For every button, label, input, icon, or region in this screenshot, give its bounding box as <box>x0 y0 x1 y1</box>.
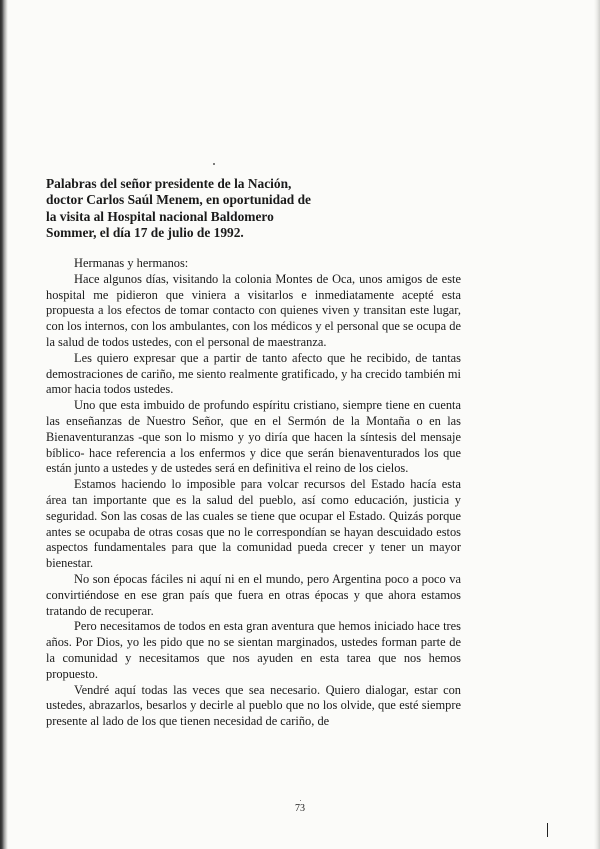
salutation: Hermanas y hermanos: <box>74 256 189 270</box>
heading-line: doctor Carlos Saúl Menem, en oportunidad de <box>46 192 311 208</box>
body-paragraph: Vendré aquí todas las veces que sea necesario. Quiero dialogar, estar con ustedes, abrazarlos, besarlos y decirle al pueblo que no los olvide, que esté siempre presente al lado de los que tienen necesidad de cariño, de <box>46 682 461 729</box>
scan-margin-mark <box>547 823 548 837</box>
scan-speck <box>213 163 215 165</box>
speech-body <box>46 256 461 730</box>
heading-line: Sommer, el día 17 de julio de 1992. <box>46 225 244 241</box>
body-paragraph: Estamos haciendo lo imposible para volcar recursos del Estado hacía esta área tan importante que es la salud del pueblo, así como educación, justicia y seguridad. Son las cosas de las cuales se tiene que ocupar el Estado. Quizás porque antes se ocupaba de otras cosas que no le correspondían se hayan descuidado estos aspectos fundamentales para que la comunidad pueda crecer y tener un mayor bienestar. <box>46 477 461 571</box>
heading-line: Palabras del señor presidente de la Nación, <box>46 176 292 191</box>
body-paragraph: Les quiero expresar que a partir de tanto afecto que he recibido, de tantas demostraciones de cariño, me siento realmente gratificado, y ha crecido también mi amor hacia todos ustedes. <box>46 350 461 397</box>
body-paragraph: Pero necesitamos de todos en esta gran aventura que hemos iniciado hace tres años. Por Dios, yo les pido que no se sientan marginados, ustedes forman parte de la comunidad y necesitamos que nos ayuden en esta tarea que nos hemos propuesto. <box>46 619 461 681</box>
heading-line: la visita al Hospital nacional Baldomero <box>46 208 274 224</box>
scan-speck <box>300 800 301 801</box>
scan-left-edge <box>0 0 8 849</box>
body-paragraph: Uno que esta imbuido de profundo espíritu cristiano, siempre tiene en cuenta las enseñanzas de Nuestro Señor, que en el Sermón de la Montaña o en las Bienaventuranzas -que son lo mismo y yo diría que hacen la síntesis del mensaje bíblico- hace referencia a los enfermos y dice que serán bienaventurados los que están junto a ustedes y de ustedes será en definitiva el reino de los cielos. <box>46 398 461 476</box>
body-paragraph: No son épocas fáciles ni aquí ni en el mundo, pero Argentina poco a poco va convirtiéndose en ese gran país que fuera en otras épocas y que ahora estamos tratando de recuperar. <box>46 571 461 618</box>
body-paragraph: Hace algunos días, visitando la colonia Montes de Oca, unos amigos de este hospital me pidieron que viniera a visitarlos e inmediatamente acepté esta propuesta a los efectos de tomar contacto con quienes viven y transitan este lugar, con los internos, con los ambulantes, con los médicos y el personal que se ocupa de la salud de todos ustedes, con el personal de maestranza. <box>46 271 461 349</box>
speech-heading <box>46 176 346 242</box>
scan-right-edge <box>594 0 600 849</box>
page-number: 73 <box>295 803 305 814</box>
